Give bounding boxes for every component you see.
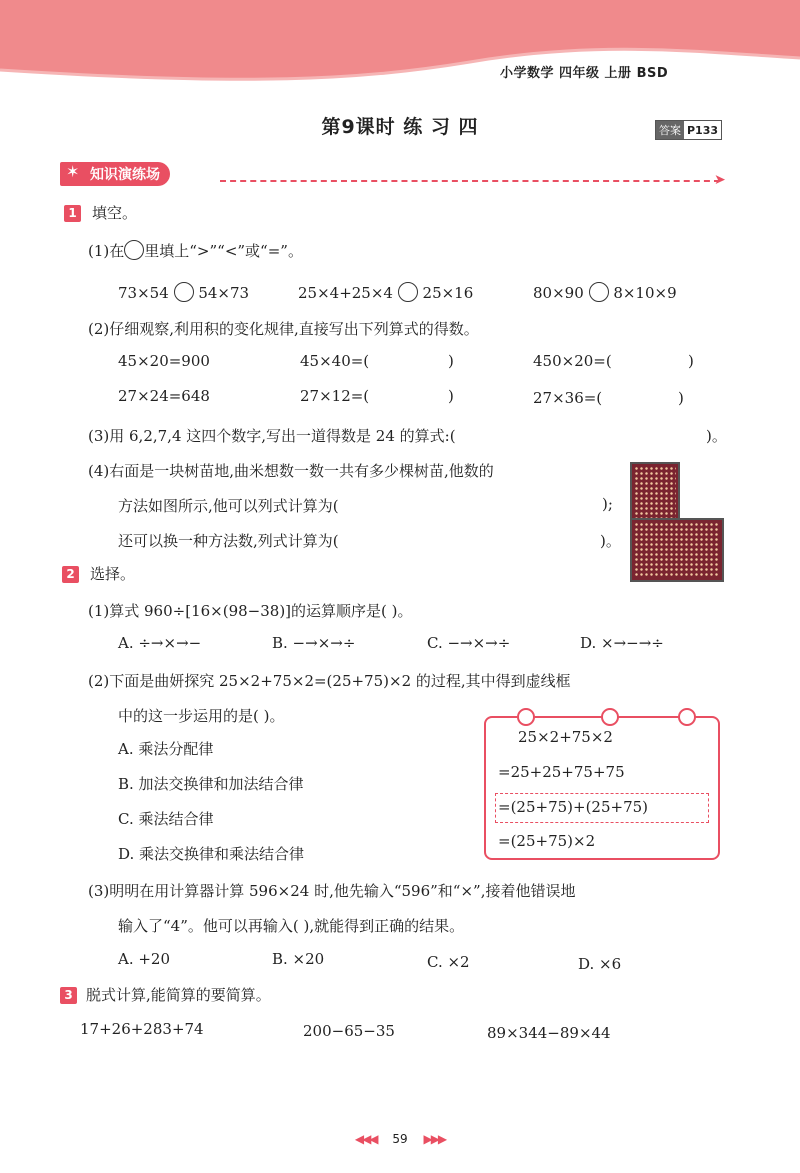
q3-item-1: 17+26+283+74 bbox=[80, 1020, 204, 1038]
q1-p2-r1-c3: 450×20=( bbox=[533, 352, 612, 370]
q2-title: 选择。 bbox=[90, 565, 136, 583]
q1-p1-item-2 bbox=[298, 282, 473, 302]
q1-p2-r1-c2-end: ) bbox=[448, 352, 454, 370]
section-label bbox=[60, 162, 170, 186]
q2-p1-opt-c: C. −→×→÷ bbox=[427, 634, 511, 652]
q1-p1-item-1 bbox=[118, 282, 249, 302]
q1-title: 填空。 bbox=[92, 204, 138, 222]
subject-info: 小学数学 四年级 上册 BSD bbox=[500, 66, 669, 81]
page-footer bbox=[0, 1132, 800, 1146]
q3-title: 脱式计算,能简算的要简算。 bbox=[86, 986, 271, 1004]
q2-p1-prompt: (1)算式 960÷[16×(98−38)]的运算顺序是( )。 bbox=[88, 602, 413, 620]
compare-left: 73×54 bbox=[118, 284, 169, 302]
q1-p3-end: )。 bbox=[706, 427, 727, 445]
circle-blank-icon bbox=[124, 240, 144, 260]
compare-circle[interactable] bbox=[589, 282, 609, 302]
q2-p3-opt-c: C. ×2 bbox=[427, 953, 470, 971]
section-label-text: 知识演练场 bbox=[90, 167, 160, 183]
q1-p1-prompt-a: (1)在 bbox=[88, 242, 125, 260]
q2-p1-opt-a: A. ÷→×→− bbox=[118, 634, 202, 652]
compare-circle[interactable] bbox=[174, 282, 194, 302]
q2-p3-line2: 输入了“4”。他可以再输入( ),就能得到正确的结果。 bbox=[118, 917, 465, 935]
q3-item-3: 89×344−89×44 bbox=[487, 1024, 611, 1042]
answer-page: P133 bbox=[687, 123, 719, 137]
step-4: =(25+75)×2 bbox=[498, 832, 596, 850]
q1-p2-r1-c2: 45×40=( bbox=[300, 352, 370, 370]
q1-p4-line2-end: ); bbox=[602, 495, 613, 513]
q1-p2-r1-c3-end: ) bbox=[688, 352, 694, 370]
compare-right: 8×10×9 bbox=[613, 284, 677, 302]
lesson-title: 第9课时 练 习 四 bbox=[321, 116, 479, 138]
q1-p2-r1-c1: 45×20=900 bbox=[118, 352, 210, 370]
q2-p2-opt-c: C. 乘法结合律 bbox=[118, 810, 214, 828]
compare-left: 80×90 bbox=[533, 284, 584, 302]
star-icon: ✶ bbox=[66, 162, 80, 181]
step-2: =25+25+75+75 bbox=[498, 763, 625, 781]
answer-ref bbox=[655, 120, 722, 140]
q1-p2-r2-c2-end: ) bbox=[448, 387, 454, 405]
q2-p3-opt-d: D. ×6 bbox=[578, 955, 622, 973]
prev-arrows-icon: ◀◀◀ bbox=[354, 1132, 377, 1146]
q1-p4-line3: 还可以换一种方法数,列式计算为( bbox=[118, 532, 339, 550]
q1-p2-r2-c3: 27×36=( bbox=[533, 389, 603, 407]
seedling-grid-top bbox=[630, 462, 680, 524]
answer-label: 答案 bbox=[656, 121, 684, 139]
step-1: 25×2+75×2 bbox=[518, 728, 613, 746]
q2-p1-opt-d: D. ×→−→÷ bbox=[580, 634, 664, 652]
q1-p1-item-3 bbox=[533, 282, 677, 302]
q1-p1-prompt-b: 里填上“>”“<”或“=”。 bbox=[144, 242, 303, 260]
header-band bbox=[0, 0, 800, 120]
q1-p4-line1: (4)右面是一块树苗地,曲米想数一数一共有多少棵树苗,他数的 bbox=[88, 462, 494, 480]
step-3: =(25+75)+(25+75) bbox=[498, 798, 649, 816]
q2-p3-opt-a: A. +20 bbox=[118, 950, 171, 968]
compare-left: 25×4+25×4 bbox=[298, 284, 393, 302]
compare-right: 54×73 bbox=[198, 284, 250, 302]
q2-p2-opt-d: D. 乘法交换律和乘法结合律 bbox=[118, 845, 305, 863]
q2-p2-opt-a: A. 乘法分配律 bbox=[118, 740, 214, 758]
next-arrows-icon: ▶▶▶ bbox=[423, 1132, 446, 1146]
q2-p2-opt-b: B. 加法交换律和加法结合律 bbox=[118, 775, 304, 793]
q1-number: 1 bbox=[64, 205, 81, 222]
q1-p2-r2-c3-end: ) bbox=[678, 389, 684, 407]
section-header bbox=[60, 162, 170, 186]
q3-item-2: 200−65−35 bbox=[303, 1022, 395, 1040]
q1-p2-prompt: (2)仔细观察,利用积的变化规律,直接写出下列算式的得数。 bbox=[88, 320, 479, 338]
q3-number: 3 bbox=[60, 987, 77, 1004]
seedling-grid-bottom bbox=[630, 518, 724, 582]
q2-p1-opt-b: B. −→×→÷ bbox=[272, 634, 356, 652]
compare-right: 25×16 bbox=[422, 284, 474, 302]
q1-p2-r2-c2: 27×12=( bbox=[300, 387, 370, 405]
q1-p4-line2: 方法如图所示,他可以列式计算为( bbox=[118, 497, 339, 515]
q1-p1-prompt bbox=[88, 240, 303, 261]
q2-p2-line1: (2)下面是曲妍探究 25×2+75×2=(25+75)×2 的过程,其中得到虚线框 bbox=[88, 672, 571, 690]
q2-p2-line2: 中的这一步运用的是( )。 bbox=[118, 707, 285, 725]
q2-p3-opt-b: B. ×20 bbox=[272, 950, 325, 968]
q2-number: 2 bbox=[62, 566, 79, 583]
ring-icon bbox=[517, 708, 535, 726]
compare-circle[interactable] bbox=[398, 282, 418, 302]
ring-icon bbox=[601, 708, 619, 726]
section-divider bbox=[220, 180, 720, 184]
q1-p3-prompt: (3)用 6,2,7,4 这四个数字,写出一道得数是 24 的算式:( bbox=[88, 427, 456, 445]
arrow-right-icon: ➤ bbox=[714, 172, 726, 188]
q1-p4-line3-end: )。 bbox=[600, 532, 621, 550]
q1-p2-r2-c1: 27×24=648 bbox=[118, 387, 210, 405]
ring-icon bbox=[678, 708, 696, 726]
q2-p3-line1: (3)明明在用计算器计算 596×24 时,他先输入“596”和“×”,接着他错误地 bbox=[88, 882, 576, 900]
page-number: 59 bbox=[392, 1132, 408, 1146]
